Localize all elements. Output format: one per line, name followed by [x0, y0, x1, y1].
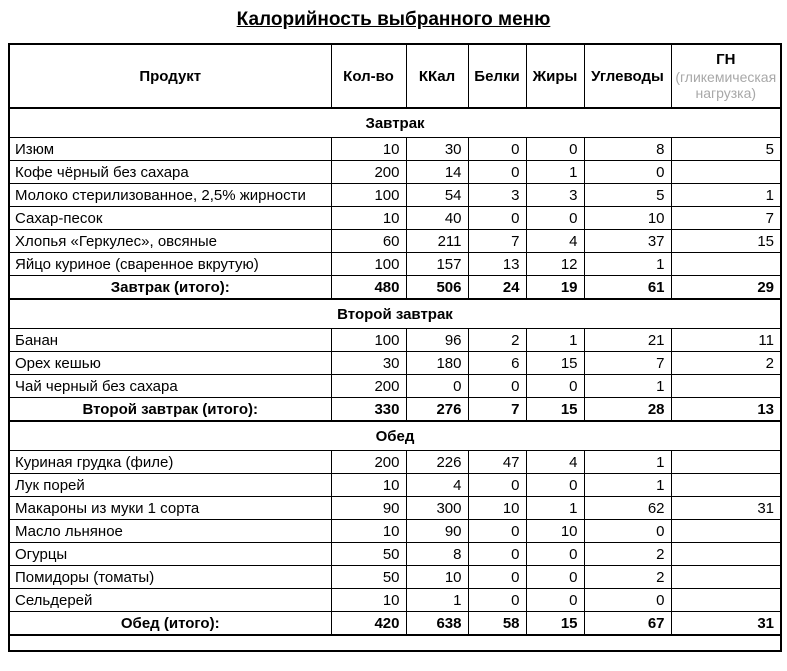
product-cell: Макароны из муки 1 сорта [9, 497, 331, 520]
kcal-cell: 180 [406, 352, 468, 375]
col-header-protein: Белки [468, 44, 526, 108]
table-body [9, 108, 781, 651]
protein-cell: 7 [468, 398, 526, 422]
quantity-cell: 200 [331, 161, 406, 184]
protein-cell: 0 [468, 520, 526, 543]
fat-cell: 19 [526, 276, 584, 300]
carbs-cell: 2 [584, 566, 671, 589]
fat-cell: 10 [526, 520, 584, 543]
section-total-row [9, 398, 781, 422]
fat-cell: 0 [526, 138, 584, 161]
carbs-cell: 1 [584, 474, 671, 497]
table-row [9, 207, 781, 230]
col-header-gn [671, 44, 781, 108]
table-row [9, 566, 781, 589]
quantity-cell: 10 [331, 520, 406, 543]
protein-cell: 0 [468, 161, 526, 184]
product-cell: Огурцы [9, 543, 331, 566]
quantity-cell: 100 [331, 184, 406, 207]
gn-note: (гликемическая нагрузка) [675, 68, 777, 101]
carbs-cell: 1 [584, 375, 671, 398]
kcal-cell: 506 [406, 276, 468, 300]
table-row [9, 520, 781, 543]
carbs-cell: 7 [584, 352, 671, 375]
quantity-cell: 420 [331, 612, 406, 636]
kcal-cell: 1 [406, 589, 468, 612]
fat-cell: 0 [526, 566, 584, 589]
product-cell: Сельдерей [9, 589, 331, 612]
kcal-cell: 226 [406, 451, 468, 474]
protein-cell: 6 [468, 352, 526, 375]
carbs-cell: 61 [584, 276, 671, 300]
fat-cell: 1 [526, 497, 584, 520]
product-cell: Сахар-песок [9, 207, 331, 230]
protein-cell: 0 [468, 589, 526, 612]
carbs-cell: 5 [584, 184, 671, 207]
protein-cell: 10 [468, 497, 526, 520]
product-cell: Лук порей [9, 474, 331, 497]
col-header-carbs: Углеводы [584, 44, 671, 108]
carbs-cell: 8 [584, 138, 671, 161]
quantity-cell: 480 [331, 276, 406, 300]
quantity-cell: 90 [331, 497, 406, 520]
carbs-cell: 0 [584, 589, 671, 612]
carbs-cell: 10 [584, 207, 671, 230]
fat-cell: 0 [526, 589, 584, 612]
fat-cell: 0 [526, 207, 584, 230]
kcal-cell: 14 [406, 161, 468, 184]
carbs-cell: 67 [584, 612, 671, 636]
section-title: Обед [9, 421, 781, 451]
fat-cell: 0 [526, 543, 584, 566]
kcal-cell: 90 [406, 520, 468, 543]
cutoff-row [9, 635, 781, 651]
table-row [9, 451, 781, 474]
quantity-cell: 100 [331, 253, 406, 276]
kcal-cell: 0 [406, 375, 468, 398]
gn-cell [671, 520, 781, 543]
gn-cell: 31 [671, 497, 781, 520]
gn-cell: 29 [671, 276, 781, 300]
quantity-cell: 200 [331, 375, 406, 398]
gn-cell [671, 451, 781, 474]
product-cell: Молоко стерилизованное, 2,5% жирности [9, 184, 331, 207]
col-header-quantity: Кол-во [331, 44, 406, 108]
product-cell: Хлопья «Геркулес», овсяные [9, 230, 331, 253]
page-title: Калорийность выбранного меню [236, 9, 551, 30]
table-row [9, 497, 781, 520]
cutoff-cell [9, 635, 781, 651]
total-label: Завтрак (итого): [9, 276, 331, 300]
quantity-cell: 50 [331, 543, 406, 566]
carbs-cell: 2 [584, 543, 671, 566]
kcal-cell: 157 [406, 253, 468, 276]
protein-cell: 0 [468, 138, 526, 161]
carbs-cell: 0 [584, 520, 671, 543]
table-row [9, 184, 781, 207]
table-row [9, 589, 781, 612]
table-row [9, 543, 781, 566]
protein-cell: 3 [468, 184, 526, 207]
carbs-cell: 21 [584, 329, 671, 352]
carbs-cell: 1 [584, 253, 671, 276]
fat-cell: 0 [526, 375, 584, 398]
carbs-cell: 28 [584, 398, 671, 422]
gn-cell: 1 [671, 184, 781, 207]
carbs-cell: 1 [584, 451, 671, 474]
protein-cell: 13 [468, 253, 526, 276]
gn-cell [671, 589, 781, 612]
gn-cell: 2 [671, 352, 781, 375]
quantity-cell: 100 [331, 329, 406, 352]
quantity-cell: 10 [331, 589, 406, 612]
section-header-row [9, 108, 781, 138]
gn-cell [671, 543, 781, 566]
product-cell: Банан [9, 329, 331, 352]
fat-cell: 0 [526, 474, 584, 497]
col-header-kcal: ККал [406, 44, 468, 108]
product-cell: Чай черный без сахара [9, 375, 331, 398]
section-header-row [9, 299, 781, 329]
fat-cell: 1 [526, 161, 584, 184]
quantity-cell: 10 [331, 207, 406, 230]
kcal-cell: 4 [406, 474, 468, 497]
quantity-cell: 60 [331, 230, 406, 253]
fat-cell: 1 [526, 329, 584, 352]
col-header-fat: Жиры [526, 44, 584, 108]
protein-cell: 2 [468, 329, 526, 352]
kcal-cell: 276 [406, 398, 468, 422]
quantity-cell: 330 [331, 398, 406, 422]
gn-cell [671, 474, 781, 497]
kcal-cell: 638 [406, 612, 468, 636]
protein-cell: 0 [468, 543, 526, 566]
quantity-cell: 50 [331, 566, 406, 589]
protein-cell: 0 [468, 474, 526, 497]
gn-cell: 5 [671, 138, 781, 161]
fat-cell: 4 [526, 230, 584, 253]
section-total-row [9, 276, 781, 300]
table-row [9, 329, 781, 352]
carbs-cell: 0 [584, 161, 671, 184]
total-label: Обед (итого): [9, 612, 331, 636]
quantity-cell: 200 [331, 451, 406, 474]
protein-cell: 0 [468, 207, 526, 230]
gn-cell: 15 [671, 230, 781, 253]
fat-cell: 15 [526, 398, 584, 422]
protein-cell: 47 [468, 451, 526, 474]
protein-cell: 24 [468, 276, 526, 300]
gn-cell [671, 566, 781, 589]
gn-cell: 13 [671, 398, 781, 422]
fat-cell: 15 [526, 352, 584, 375]
carbs-cell: 37 [584, 230, 671, 253]
col-header-product: Продукт [9, 44, 331, 108]
product-cell: Изюм [9, 138, 331, 161]
gn-cell: 7 [671, 207, 781, 230]
gn-cell: 31 [671, 612, 781, 636]
gn-cell: 11 [671, 329, 781, 352]
section-total-row [9, 612, 781, 636]
kcal-cell: 96 [406, 329, 468, 352]
product-cell: Орех кешью [9, 352, 331, 375]
fat-cell: 12 [526, 253, 584, 276]
protein-cell: 0 [468, 375, 526, 398]
section-header-row [9, 421, 781, 451]
section-title: Второй завтрак [9, 299, 781, 329]
quantity-cell: 10 [331, 474, 406, 497]
protein-cell: 0 [468, 566, 526, 589]
table-row [9, 474, 781, 497]
protein-cell: 58 [468, 612, 526, 636]
kcal-cell: 211 [406, 230, 468, 253]
table-row [9, 161, 781, 184]
table-row [9, 352, 781, 375]
kcal-cell: 10 [406, 566, 468, 589]
total-label: Второй завтрак (итого): [9, 398, 331, 422]
quantity-cell: 10 [331, 138, 406, 161]
carbs-cell: 62 [584, 497, 671, 520]
table-header [9, 44, 781, 108]
kcal-cell: 300 [406, 497, 468, 520]
table-row [9, 253, 781, 276]
fat-cell: 15 [526, 612, 584, 636]
kcal-cell: 54 [406, 184, 468, 207]
gn-abbr: ГН [716, 50, 736, 68]
product-cell: Масло льняное [9, 520, 331, 543]
header-row [9, 44, 781, 108]
product-cell: Яйцо куриное (сваренное вкрутую) [9, 253, 331, 276]
product-cell: Кофе чёрный без сахара [9, 161, 331, 184]
quantity-cell: 30 [331, 352, 406, 375]
table-row [9, 138, 781, 161]
table-row [9, 375, 781, 398]
product-cell: Куриная грудка (филе) [9, 451, 331, 474]
product-cell: Помидоры (томаты) [9, 566, 331, 589]
gn-cell [671, 253, 781, 276]
kcal-cell: 30 [406, 138, 468, 161]
calorie-table [8, 43, 782, 652]
table-row [9, 230, 781, 253]
kcal-cell: 40 [406, 207, 468, 230]
fat-cell: 3 [526, 184, 584, 207]
gn-cell [671, 375, 781, 398]
fat-cell: 4 [526, 451, 584, 474]
protein-cell: 7 [468, 230, 526, 253]
kcal-cell: 8 [406, 543, 468, 566]
gn-cell [671, 161, 781, 184]
section-title: Завтрак [9, 108, 781, 138]
